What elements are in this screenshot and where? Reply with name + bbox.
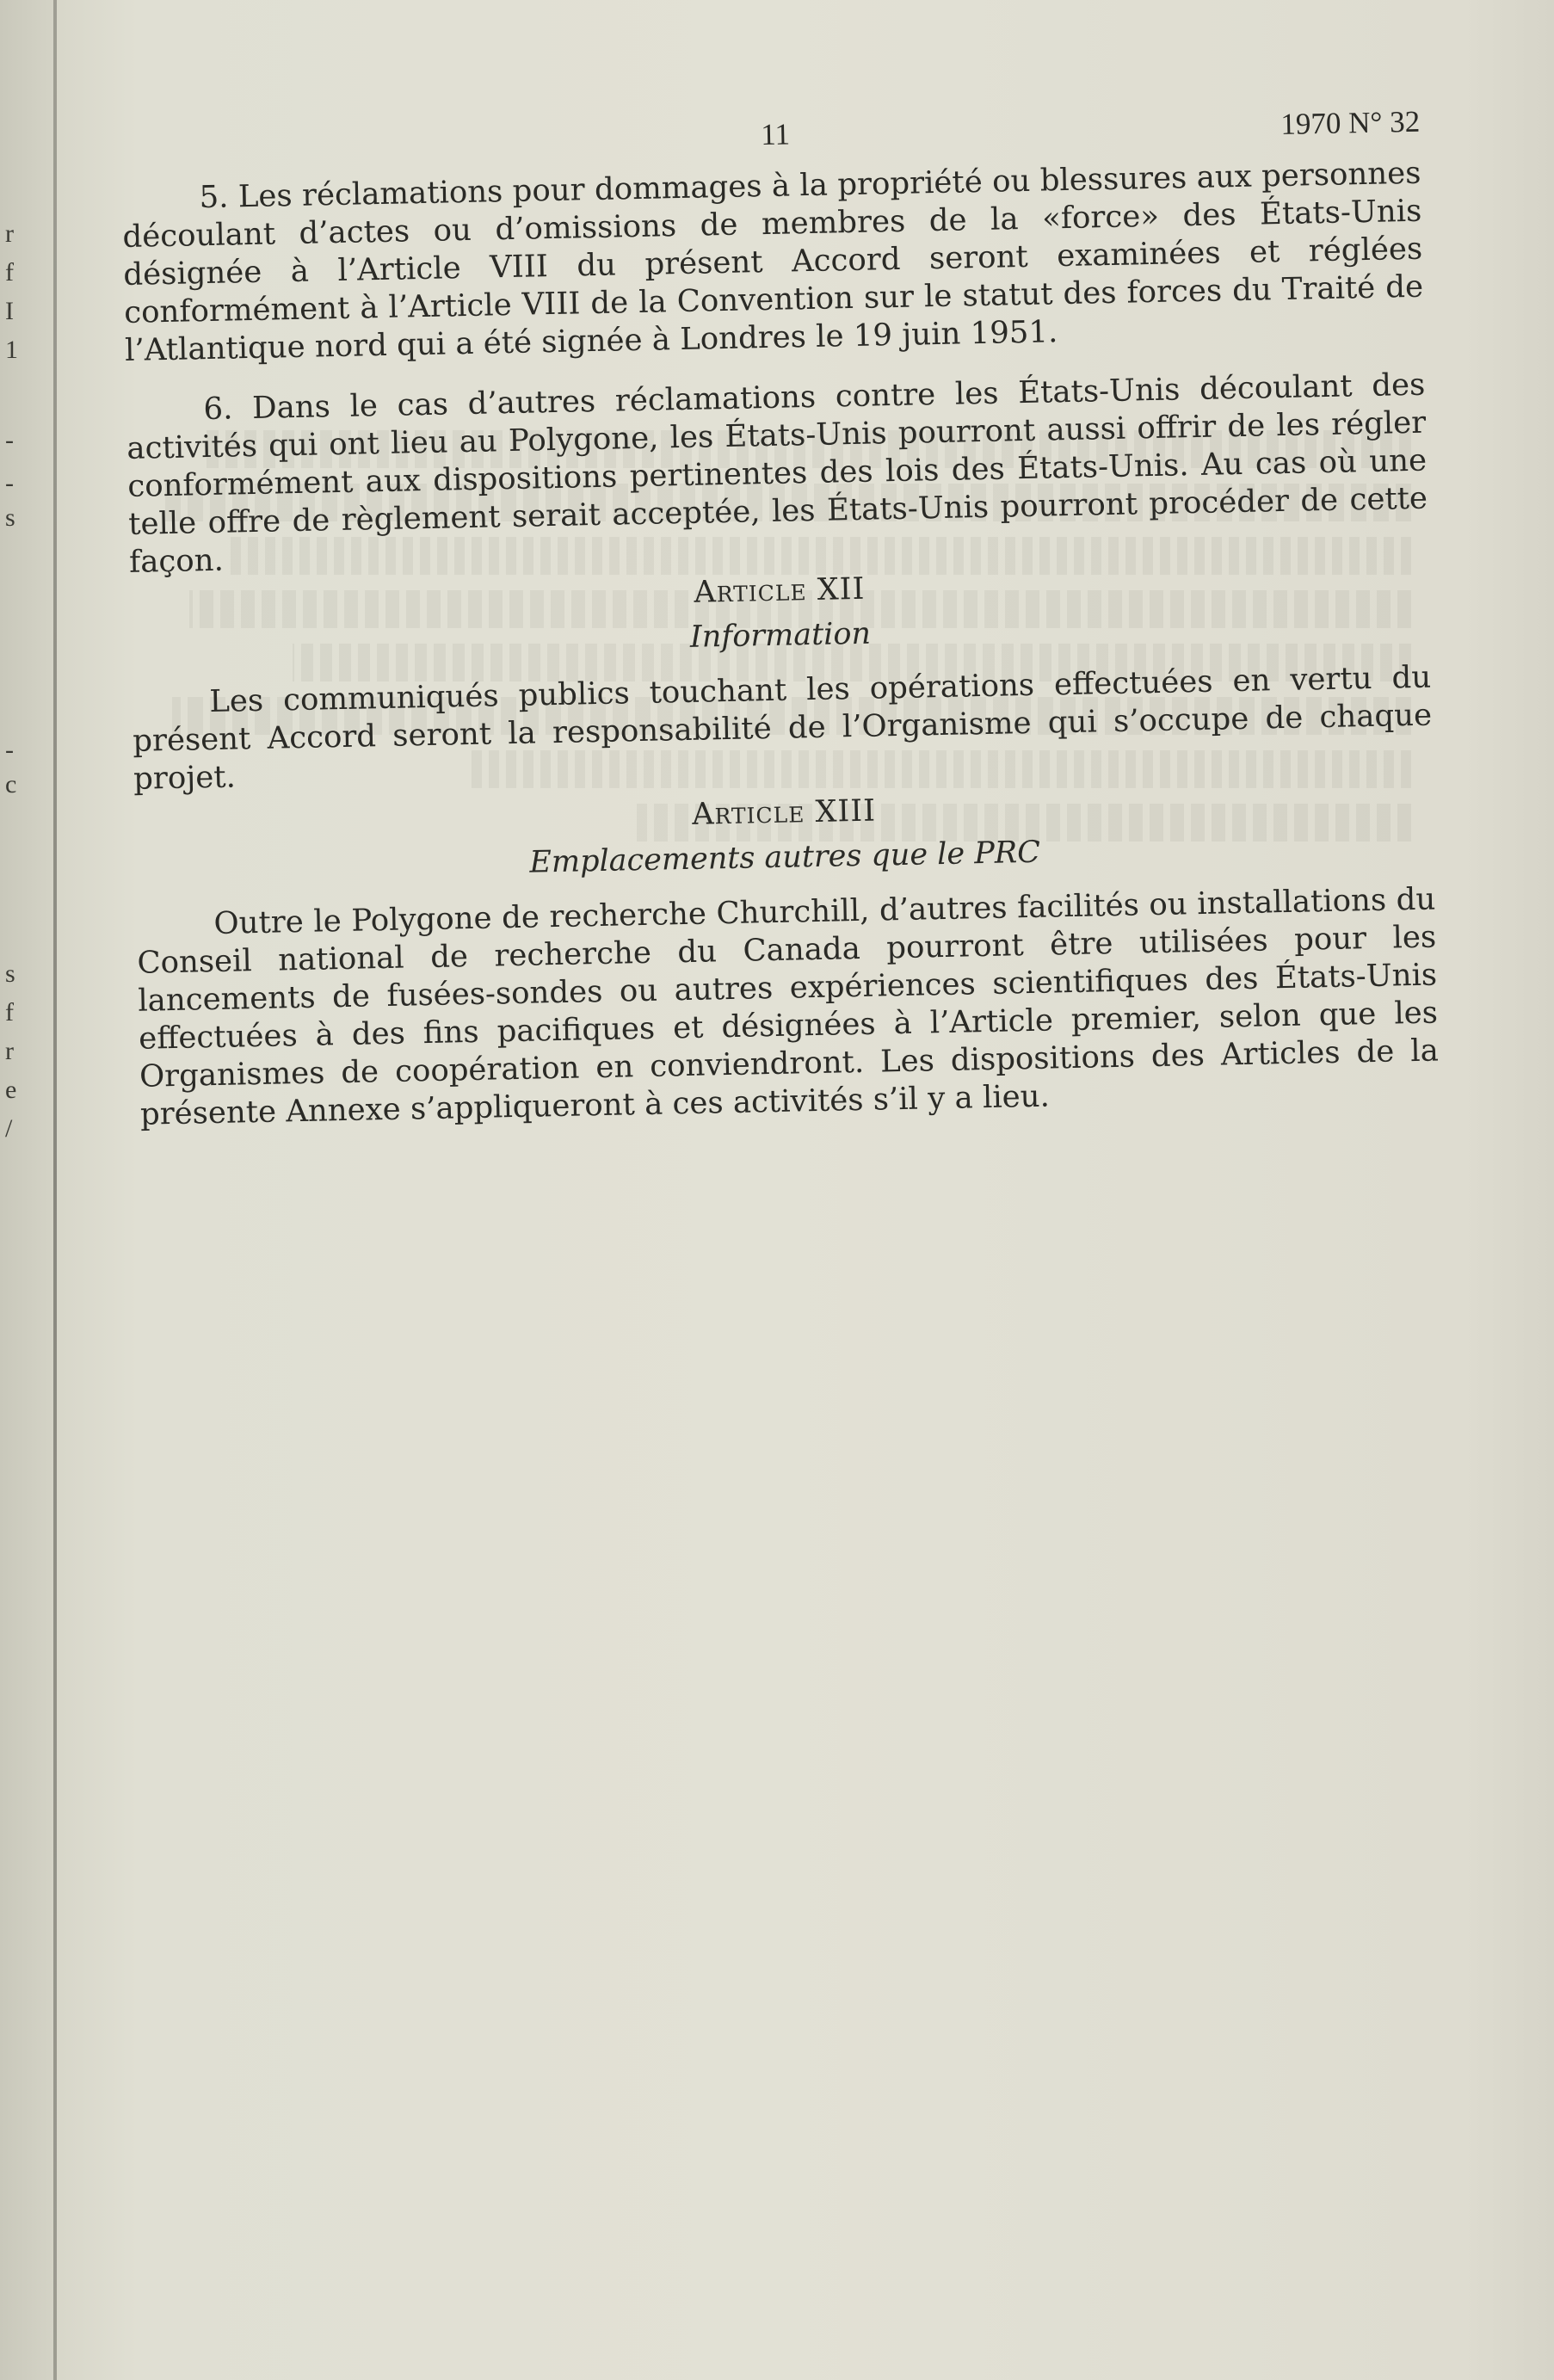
page-number: 11 [760, 117, 791, 152]
binding-gutter-line [53, 0, 57, 2380]
margin-fragment: 1 [5, 336, 18, 364]
margin-fragment: s [5, 503, 15, 532]
margin-fragment: - [5, 469, 14, 497]
article-xii-text: Les communiqués publics touchant les opérations effectuées en vertu du présent Accord seront la responsabilité de l’Organisme qui s’occupe de chaque projet. [132, 659, 1433, 797]
article-xiii-subheading: Emplacements autres que le PRC [528, 835, 1041, 880]
margin-fragment: - [5, 426, 14, 454]
margin-fragment: r [5, 219, 14, 248]
treaty-series-reference: 1970 N° 32 [1280, 104, 1421, 141]
article-xii-heading: Article XII [694, 571, 866, 610]
facing-page-margin-fragments [0, 0, 26, 2380]
margin-fragment: f [5, 998, 14, 1027]
article-xiii-heading: Article XIII [691, 793, 877, 832]
article-xii-subheading: Information [689, 616, 872, 655]
paragraph-5: 5. Les réclamations pour dommages à la propriété ou blessures aux personnes découlant d’actes ou d’omissions de membres de la «force» des États-Unis désignée à l’Article VIII du présent Accord seront examinées et réglées conformément à l’Article VIII de la Convention sur le statut des forces du Traité de l’Atlantique nord qui a été signée à Londres le 19 juin 1951. [122, 155, 1424, 368]
page-body [120, 103, 1440, 1134]
paragraph-6: 6. Dans le cas d’autres réclamations contre les États-Unis découlant des activités qui ont lieu au Polygone, les États-Unis pourront aussi offrir de les régler conformément aux dispositions pertinentes des lois des États-Unis. Au cas où une telle offre de règlement serait acceptée, les États-Unis pourront procéder de cette façon. [126, 367, 1428, 580]
margin-fragment: f [5, 258, 14, 287]
article-xiii-text: Outre le Polygone de recherche Churchill, d’autres facilités ou installations du Conseil national de recherche du Canada pourront être utilisées pour les lancements de fusées-sondes ou autres expériences scientifiques des États-Unis effectuées à des fins pacifiques et désignées à l’Article premier, selon que les Organismes de coopération en conviendront. Les dispositions des Articles de la présente Annexe s’appliqueront à ces activités s’il y a lieu. [137, 881, 1440, 1132]
margin-fragment: I [5, 297, 14, 325]
margin-fragment: e [5, 1076, 17, 1104]
margin-fragment: s [5, 959, 15, 988]
margin-fragment: - [5, 736, 14, 764]
margin-fragment: / [5, 1114, 13, 1143]
margin-fragment: r [5, 1037, 14, 1065]
margin-fragment: c [5, 770, 17, 798]
